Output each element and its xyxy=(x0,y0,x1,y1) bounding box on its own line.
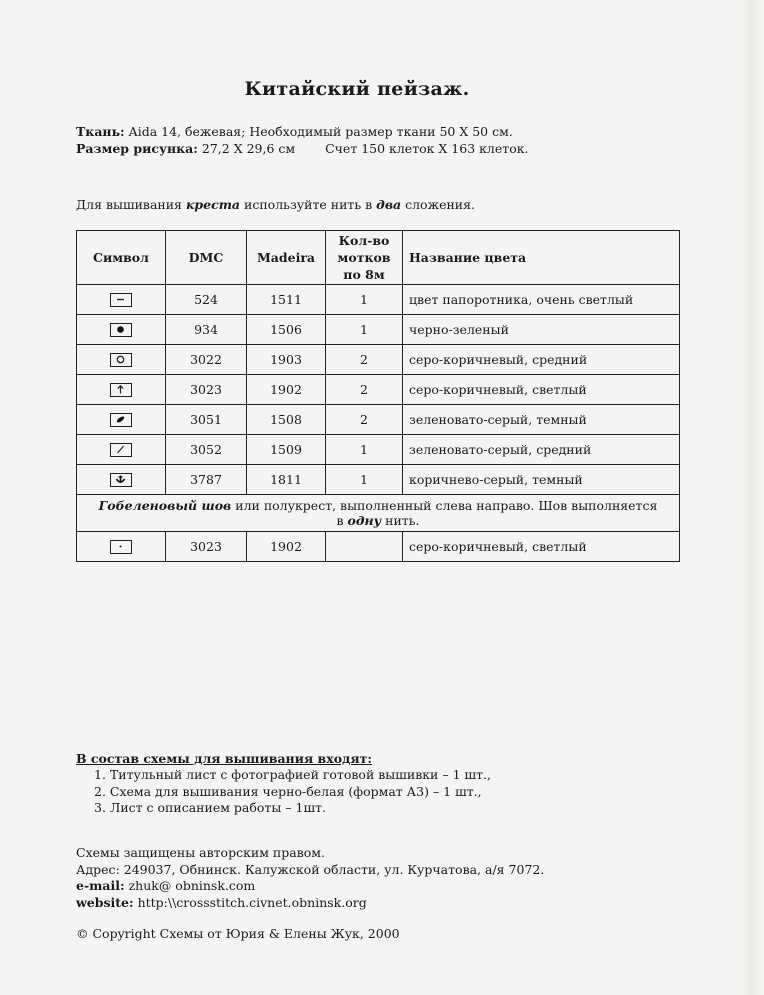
fabric-value: Aida 14, бежевая; Необходимый размер ткани 50 Х 50 см. xyxy=(128,124,513,139)
header-count-line1: Кол-во xyxy=(338,233,390,248)
dmc-cell: 524 xyxy=(166,285,247,315)
list-item: 1. Титульный лист с фотографией готовой вышивки – 1 шт., xyxy=(94,767,491,782)
email-link[interactable]: zhuk@ obninsk.com xyxy=(128,878,256,893)
note-text: или полукрест, выполненный слева направо. Шов выполняется xyxy=(235,498,658,513)
address: Адрес: 249037, Обнинск. Калужской области, ул. Курчатова, а/я 7072. xyxy=(76,862,545,877)
color-name-cell: серо-коричневый, светлый xyxy=(403,532,680,562)
color-name-cell: серо-коричневый, средний xyxy=(403,345,680,375)
madeira-cell: 1506 xyxy=(247,315,326,345)
copyright: © Copyright Схемы от Юрия & Елены Жук, 2000 xyxy=(76,926,400,941)
table-row xyxy=(77,345,680,375)
website-link[interactable]: http:\\crossstitch.civnet.obninsk.org xyxy=(137,895,367,910)
dash-symbol-icon xyxy=(110,293,132,307)
color-name-cell: зеленовато-серый, темный xyxy=(403,405,680,435)
dmc-cell: 3023 xyxy=(166,532,247,562)
note-prefix: в xyxy=(336,513,344,528)
madeira-cell: 1903 xyxy=(247,345,326,375)
arrow-up-symbol-icon xyxy=(110,383,132,397)
count-cell: 1 xyxy=(326,465,403,495)
fabric-line xyxy=(76,124,513,139)
color-name-cell: черно-зеленый xyxy=(403,315,680,345)
count-cell: 1 xyxy=(326,315,403,345)
dmc-cell: 3787 xyxy=(166,465,247,495)
count-cell xyxy=(326,532,403,562)
size-value: 27,2 Х 29,6 см xyxy=(201,141,296,156)
table-row xyxy=(77,465,680,495)
half-stitch-note-row xyxy=(77,495,680,532)
instruction-cross: креста xyxy=(185,197,241,212)
email-label: e-mail: xyxy=(76,878,125,893)
anchor-symbol-icon xyxy=(110,473,132,487)
color-name-cell: серо-коричневый, светлый xyxy=(403,375,680,405)
madeira-cell: 1511 xyxy=(247,285,326,315)
instruction-middle: используйте нить в xyxy=(244,197,373,212)
note-one: одну xyxy=(347,513,382,528)
instruction-two: два xyxy=(376,197,402,212)
composition-list xyxy=(94,767,491,817)
dmc-cell: 3022 xyxy=(166,345,247,375)
count-cell: 2 xyxy=(326,375,403,405)
instruction-line xyxy=(76,197,475,212)
madeira-cell: 1508 xyxy=(247,405,326,435)
color-key-table xyxy=(76,230,680,562)
website-label: website: xyxy=(76,895,134,910)
fabric-label: Ткань: xyxy=(76,124,125,139)
color-name-cell: коричнево-серый, темный xyxy=(403,465,680,495)
composition-heading: В состав схемы для вышивания входят: xyxy=(76,751,372,766)
count-cell: 1 xyxy=(326,285,403,315)
copyright-notice: Схемы защищены авторским правом. xyxy=(76,845,325,860)
count-cell: 1 xyxy=(326,435,403,465)
half-stitch-note xyxy=(77,495,680,532)
email-line xyxy=(76,878,255,893)
dmc-cell: 3052 xyxy=(166,435,247,465)
dmc-cell: 3023 xyxy=(166,375,247,405)
list-item: 3. Лист с описанием работы – 1шт. xyxy=(94,800,326,815)
color-name-cell: цвет папоротника, очень светлый xyxy=(403,285,680,315)
page-title: Китайский пейзаж. xyxy=(244,78,470,100)
count-cell: 2 xyxy=(326,405,403,435)
table-row xyxy=(77,315,680,345)
table-header-row xyxy=(77,231,680,285)
note-bold: Гобеленовый шов xyxy=(98,498,232,513)
size-label: Размер рисунка: xyxy=(76,141,198,156)
slanted-oval-symbol-icon xyxy=(110,413,132,427)
header-color-name: Название цвета xyxy=(403,231,680,285)
slash-symbol-icon xyxy=(110,443,132,457)
website-line xyxy=(76,895,367,910)
table-row xyxy=(77,405,680,435)
madeira-cell: 1902 xyxy=(247,532,326,562)
small-dot-symbol-icon xyxy=(110,540,132,554)
circle-symbol-icon xyxy=(110,353,132,367)
list-item: 2. Схема для вышивания черно-белая (формат А3) – 1 шт., xyxy=(94,783,482,799)
table-row xyxy=(77,285,680,315)
header-count-line2: мотков xyxy=(337,250,391,265)
size-line xyxy=(76,141,529,156)
header-count-line3: по 8м xyxy=(343,267,385,282)
madeira-cell: 1811 xyxy=(247,465,326,495)
instruction-prefix: Для вышивания xyxy=(76,197,182,212)
note-suffix: нить. xyxy=(385,513,420,528)
header-symbol: Символ xyxy=(77,231,166,285)
count-cell: 2 xyxy=(326,345,403,375)
dmc-cell: 934 xyxy=(166,315,247,345)
madeira-cell: 1902 xyxy=(247,375,326,405)
paper-edge xyxy=(742,0,764,995)
madeira-cell: 1509 xyxy=(247,435,326,465)
instruction-suffix: сложения. xyxy=(405,197,475,212)
header-dmc: DMC xyxy=(166,231,247,285)
header-count xyxy=(326,231,403,285)
filled-dot-symbol-icon xyxy=(110,323,132,337)
table-row xyxy=(77,532,680,562)
table-row xyxy=(77,375,680,405)
dmc-cell: 3051 xyxy=(166,405,247,435)
color-name-cell: зеленовато-серый, средний xyxy=(403,435,680,465)
header-madeira: Madeira xyxy=(247,231,326,285)
stitch-count: Счет 150 клеток Х 163 клеток. xyxy=(325,141,529,156)
table-row xyxy=(77,435,680,465)
